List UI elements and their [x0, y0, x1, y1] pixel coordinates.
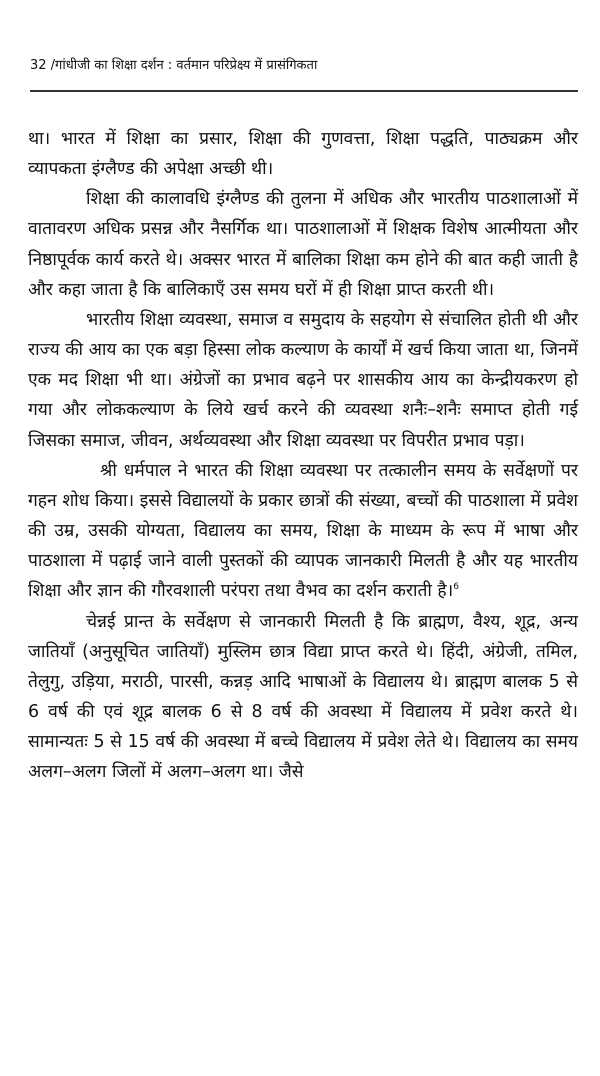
body-text	[28, 124, 578, 787]
paragraph-4	[28, 456, 578, 607]
header-divider	[30, 90, 578, 92]
footnote-reference: 6	[453, 582, 459, 593]
paragraph-5: चेन्नई प्रान्त के सर्वेक्षण से जानकारी मिलती है कि ब्राह्मण, वैश्य, शूद्र, अन्य जातियाँ (अनुसूचित जातियाँ) मुस्लिम छात्र विद्या प्राप्त करते थे। हिंदी, अंग्रेजी, तमिल, तेलुगु, उड़िया, मराठी, पारसी, कन्नड़ आदि भाषाओं के विद्यालय थे। ब्राह्मण बालक 5 से 6 वर्ष की एवं शूद्र बालक 6 से 8 वर्ष की अवस्था में विद्यालय में प्रवेश करते थे। सामान्यतः 5 से 15 वर्ष की अवस्था में बच्चे विद्यालय में प्रवेश लेते थे। विद्यालय का समय अलग–अलग जिलों में अलग–अलग था। जैसे	[28, 611, 578, 783]
paragraph-4-text: श्री धर्मपाल ने भारत की शिक्षा व्यवस्था पर तत्कालीन समय के सर्वेक्षणों पर गहन शोध किया। इससे विद्यालयों के प्रकार छात्रों की संख्या, बच्चों की पाठशाला में प्रवेश की उम्र, उसकी योग्यता, विद्यालय का समय, शिक्षा के माध्यम के रूप में भाषा और पाठशाला में पढ़ाई जाने वाली पुस्तकों की व्यापक जानकारी मिलती है और यह भारतीय शिक्षा और ज्ञान की गौरवशाली परंपरा तथा वैभव का दर्शन कराती है।	[28, 460, 578, 602]
paragraph-2: शिक्षा की कालावधि इंग्लैण्ड की तुलना में अधिक और भारतीय पाठशालाओं में वातावरण अधिक प्रसन्न और नैसर्गिक था। पाठशालाओं में शिक्षक विशेष आत्मीयता और निष्ठापूर्वक कार्य करते थे। अक्सर भारत में बालिका शिक्षा कम होने की बात कही जाती है और कहा जाता है कि बालिकाएँ उस समय घरों में ही शिक्षा प्राप्त करती थी।	[28, 189, 578, 300]
running-header: 32 /गांधीजी का शिक्षा दर्शन : वर्तमान परिप्रेक्ष्य में प्रासंगिकता	[30, 58, 318, 73]
paragraph-1: था। भारत में शिक्षा का प्रसार, शिक्षा की गुणवत्ता, शिक्षा पद्धति, पाठ्यक्रम और व्यापकता इंग्लैण्ड की अपेक्षा अच्छी थी।	[28, 129, 578, 180]
paragraph-3: भारतीय शिक्षा व्यवस्था, समाज व समुदाय के सहयोग से संचालित होती थी और राज्य की आय का एक बड़ा हिस्सा लोक कल्याण के कार्यों में खर्च किया जाता था, जिनमें एक मद शिक्षा भी था। अंग्रेजों का प्रभाव बढ़ने पर शासकीय आय का केन्द्रीयकरण हो गया और लोककल्याण के लिये खर्च करने की व्यवस्था शनैः–शनैः समाप्त होती गई जिसका समाज, जीवन, अर्थव्यवस्था और शिक्षा व्यवस्था पर विपरीत प्रभाव पड़ा।	[28, 309, 578, 451]
